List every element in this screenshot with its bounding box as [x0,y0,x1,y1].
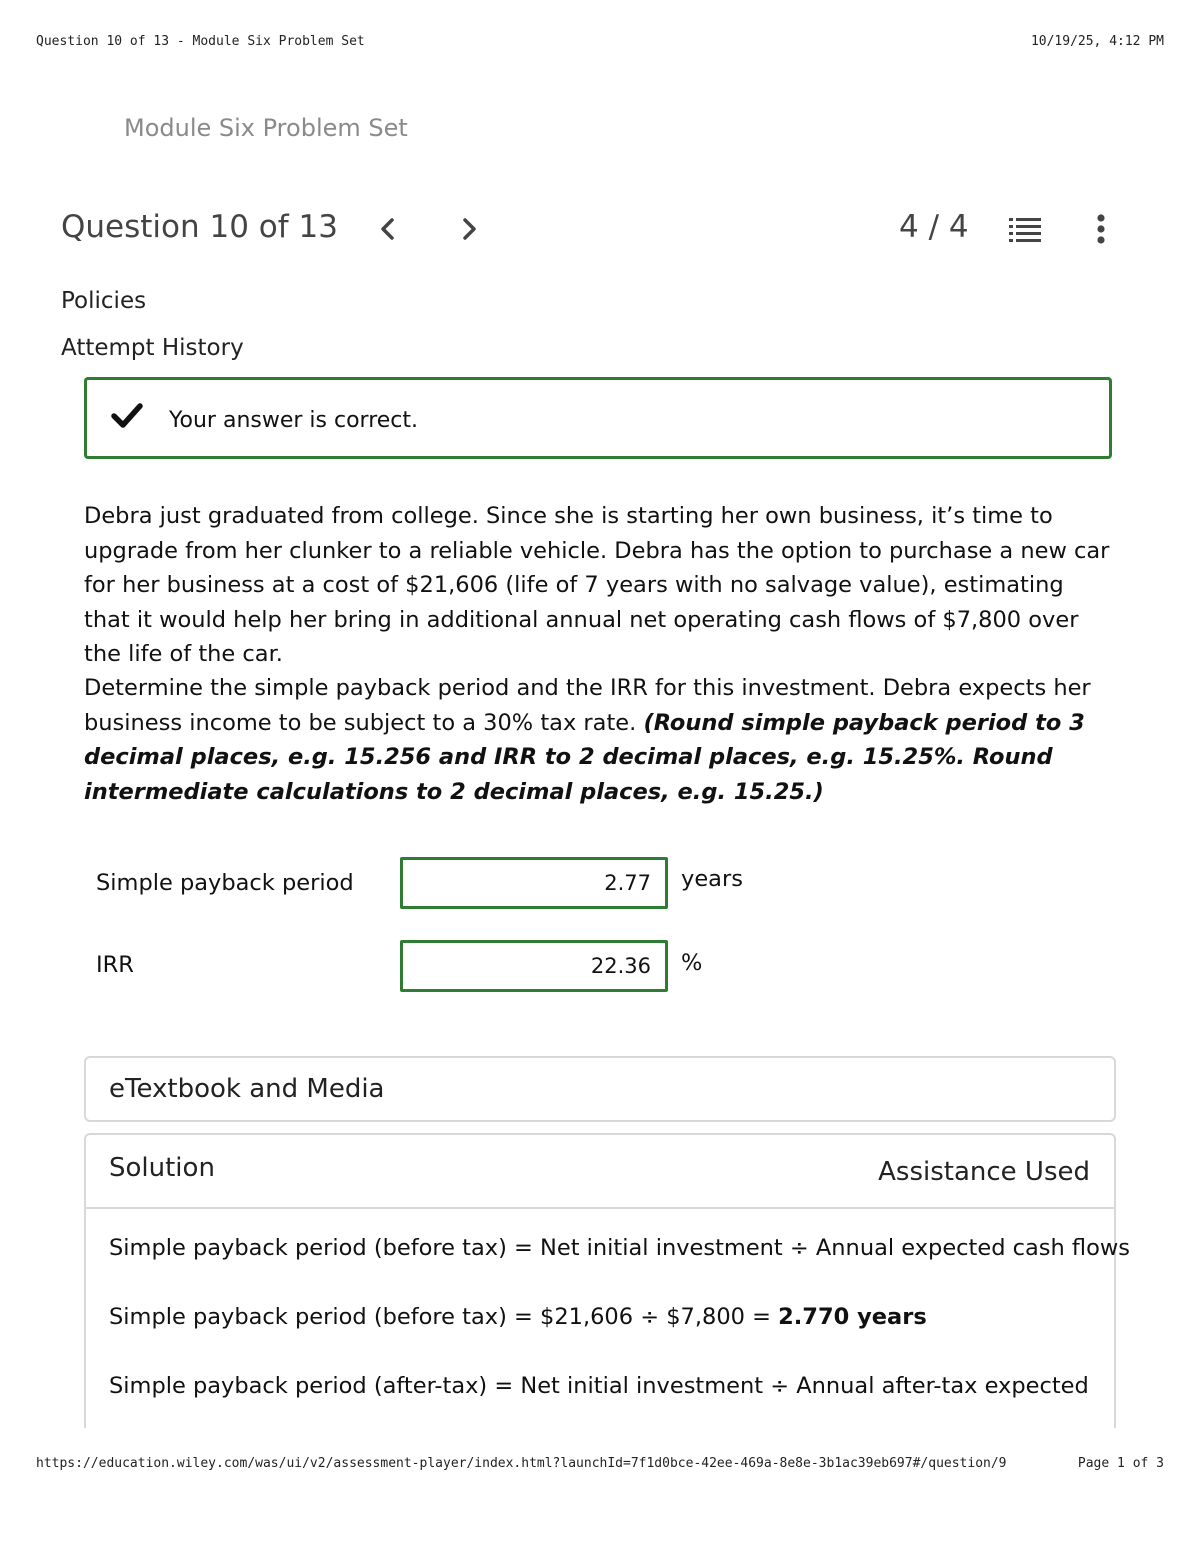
more-vertical-icon [1091,213,1111,247]
etextbook-panel[interactable] [84,1056,1116,1122]
question-list-button[interactable] [1007,215,1043,245]
solution-line [109,1304,927,1330]
assistance-used-label: Assistance Used [878,1157,1090,1187]
solution-line: Simple payback period (before tax) = Net initial investment ÷ Annual expected cash flows [109,1235,1130,1261]
next-question-button[interactable] [454,209,484,249]
answer-unit: years [681,866,743,892]
solution-line: Simple payback period (after-tax) = Net initial investment ÷ Annual after-tax expected [109,1373,1089,1399]
problem-paragraph-1: Debra just graduated from college. Since she is starting her own business, it’s time to upgrade from her clunker to a reliable vehicle. Debra has the option to purchase a new car for her business at a cost of $21,606 (life of 7 years with no salvage value), estimating that it would help her bring in additional annual net operating cash flows of $7,800 over the life of the car. [84,503,1110,667]
check-icon [111,402,143,430]
attempt-history-link[interactable]: Attempt History [61,335,244,361]
answer-label: Simple payback period [96,870,354,896]
question-bar [61,205,1121,253]
feedback-banner [84,377,1112,459]
answer-unit: % [681,950,703,976]
problem-paragraph-2 [84,671,1114,809]
chevron-right-icon [460,216,478,242]
print-header-timestamp: 10/19/25, 4:12 PM [1030,34,1164,49]
page-footer-area [0,1428,1200,1553]
etextbook-label: eTextbook and Media [109,1074,385,1104]
solution-title: Solution [109,1153,215,1183]
policies-link[interactable]: Policies [61,288,147,314]
feedback-text: Your answer is correct. [169,408,419,433]
solution-header[interactable] [86,1135,1114,1209]
problem-intro: Determine the simple payback period and the IRR for this investment. Debra expects her business income to be subject to a 30% tax rate. [84,675,1091,736]
list-icon [1007,215,1043,245]
print-footer-page: Page 1 of 3 [1077,1456,1164,1471]
module-title: Module Six Problem Set [124,114,408,142]
payback-period-input[interactable] [400,857,668,909]
solution-result: 2.770 years [778,1304,927,1330]
question-title: Question 10 of 13 [61,209,338,245]
solution-line-text: Simple payback period (before tax) = $21,606 ÷ $7,800 = [109,1304,779,1330]
chevron-left-icon [379,216,397,242]
answer-label: IRR [96,952,134,978]
irr-input[interactable] [400,940,668,992]
question-score: 4 / 4 [899,209,969,245]
print-header-title: Question 10 of 13 - Module Six Problem Set [36,34,365,49]
print-footer-url: https://education.wiley.com/was/ui/v2/assessment-player/index.html?launchId=7f1d0bce-42ee-469a-8e8e-3b1ac39eb697#/question/9 [36,1456,1007,1471]
previous-question-button[interactable] [373,209,403,249]
more-options-button[interactable] [1091,213,1111,247]
rounding-instructions: (Round simple payback period to 3 decimal places, e.g. 15.256 and IRR to 2 decimal places, e.g. 15.25%. Round intermediate calculations to 2 decimal places, e.g. 15.25.) [84,709,1085,805]
